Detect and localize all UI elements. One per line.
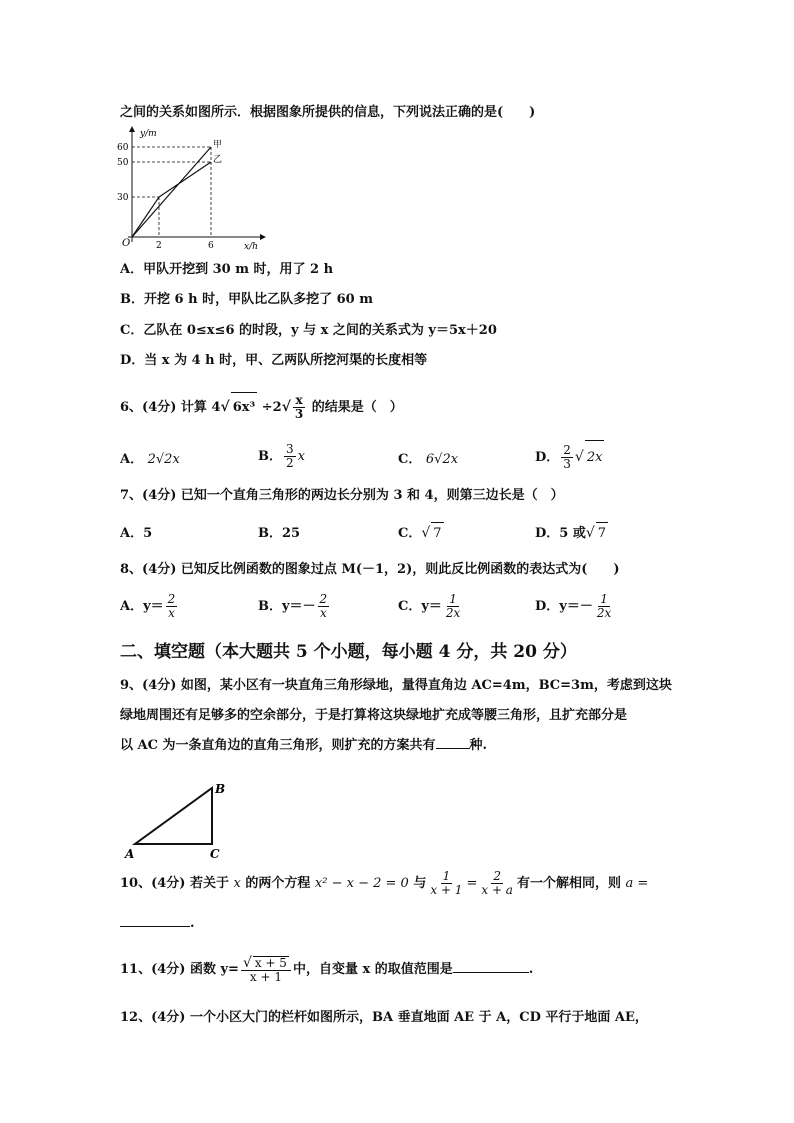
triangle-abc — [135, 788, 212, 844]
line-jia — [132, 147, 211, 237]
q6-divide: ÷2 — [261, 400, 282, 415]
q6-radicand-2: $\frac{x}{3}$ — [294, 393, 304, 421]
q5-option-c: C．乙队在 0≤x≤6 的时段，y 与 x 之间的关系式为 y＝5x＋20 — [120, 323, 497, 338]
q7-option-b: B．25 — [258, 526, 301, 541]
vertex-b: B — [215, 782, 226, 796]
q5-graph — [112, 124, 272, 252]
q10-answer-line: . — [120, 916, 195, 932]
graph-y-label: y/m — [140, 129, 157, 139]
q11-stem: 11、(4分) 函数 y= $\frac{√ x + 5}{x + 1}$ 中，自变量 x 的取值范围是 . — [120, 954, 534, 984]
q9-line-2: 绿地周围还有足够多的空余部分，于是打算将这块绿地扩充成等腰三角形，且扩充部分是 — [120, 708, 628, 723]
q8-option-a: A．y＝ $\frac{2}{x}$ — [120, 592, 176, 620]
line-yi — [132, 162, 211, 237]
q10-answer-blank[interactable] — [120, 926, 190, 927]
q7-stem: 7、(4分) 已知一个直角三角形的两边长分别为 3 和 4，则第三边长是（ ） — [120, 488, 564, 503]
q6-stem: 6、(4分) 计算 4√ 6x³ ÷2√ $\frac{x}{3}$ 的结果是（ ） — [120, 393, 403, 421]
label-jia: 甲 — [213, 140, 223, 150]
label-yi: 乙 — [213, 155, 223, 165]
q11-answer-blank[interactable] — [453, 972, 529, 973]
q5-stem: 之间的关系如图所示．根据图象所提供的信息，下列说法正确的是( ) — [120, 105, 536, 120]
q6-option-b: B． $\frac{3}{2}$ x — [258, 442, 305, 470]
q9-line-1: 9、(4分) 如图，某小区有一块直角三角形绿地，量得直角边 AC=4m，BC=3m，考虑到这块 — [120, 678, 672, 693]
q6-option-a: A． 2√2x — [120, 452, 180, 467]
tick-x-2: 2 — [156, 241, 162, 251]
q8-stem: 8、(4分) 已知反比例函数的图象过点 M(－1，2)，则此反比例函数的表达式为( ) — [120, 562, 620, 577]
q7-option-a: A．5 — [120, 526, 153, 541]
q9-triangle-figure — [120, 778, 230, 862]
q8-option-d: D．y＝－ $\frac{1}{2x}$ — [535, 592, 612, 620]
q5-option-d: D．当 x 为 4 h 时，甲、乙两队所挖河渠的长度相等 — [120, 353, 428, 368]
vertex-c: C — [210, 847, 220, 861]
q6-prefix: 6、(4分) 计算 — [120, 400, 207, 415]
q6-option-c: C． 6√2x — [398, 452, 459, 467]
q6-suffix: 的结果是（ ） — [311, 400, 403, 415]
graph-origin: O — [122, 238, 131, 249]
tick-x-6: 6 — [208, 241, 214, 251]
q12-stem: 12、(4分) 一个小区大门的栏杆如图所示，BA 垂直地面 AE 于 A，CD 平行于地面 AE， — [120, 1010, 648, 1025]
q8-option-b: B．y＝－ $\frac{2}{x}$ — [258, 592, 328, 620]
vertex-a: A — [125, 847, 135, 861]
q6-option-d: D． $\frac{2}{3}$ √ 2x — [535, 440, 604, 475]
q9-line-3: 以 AC 为一条直角边的直角三角形，则扩充的方案共有 种. — [120, 738, 488, 753]
q10-stem: 10、(4分) 若关于 x 的两个方程 x² − x − 2 = 0 与 $\frac{1}{x + 1}$ = $\frac{2}{x + a}$ 有一个解相同，则 a = — [120, 869, 649, 897]
q6-radicand-1: 6x³ — [231, 392, 258, 423]
graph-y-arrow — [129, 126, 135, 132]
tick-y-60: 60 — [117, 143, 129, 153]
q9-answer-blank[interactable] — [436, 748, 470, 749]
section-heading: 二、填空题（本大题共 5 个小题，每小题 4 分，共 20 分） — [120, 642, 577, 662]
q7-option-c: C．√ 7 — [398, 522, 444, 545]
q5-option-b: B．开挖 6 h 时，甲队比乙队多挖了 60 m — [120, 292, 373, 307]
graph-x-arrow — [260, 234, 266, 240]
q5-option-a: A．甲队开挖到 30 m 时，用了 2 h — [120, 262, 334, 277]
q7-option-d: D．5 或√ 7 — [535, 522, 608, 545]
tick-y-50: 50 — [117, 158, 129, 168]
q6-coef: 4 — [211, 400, 221, 415]
tick-y-30: 30 — [117, 193, 129, 203]
q8-option-c: C．y＝ $\frac{1}{2x}$ — [398, 592, 461, 620]
graph-x-label: x/h — [244, 242, 258, 252]
